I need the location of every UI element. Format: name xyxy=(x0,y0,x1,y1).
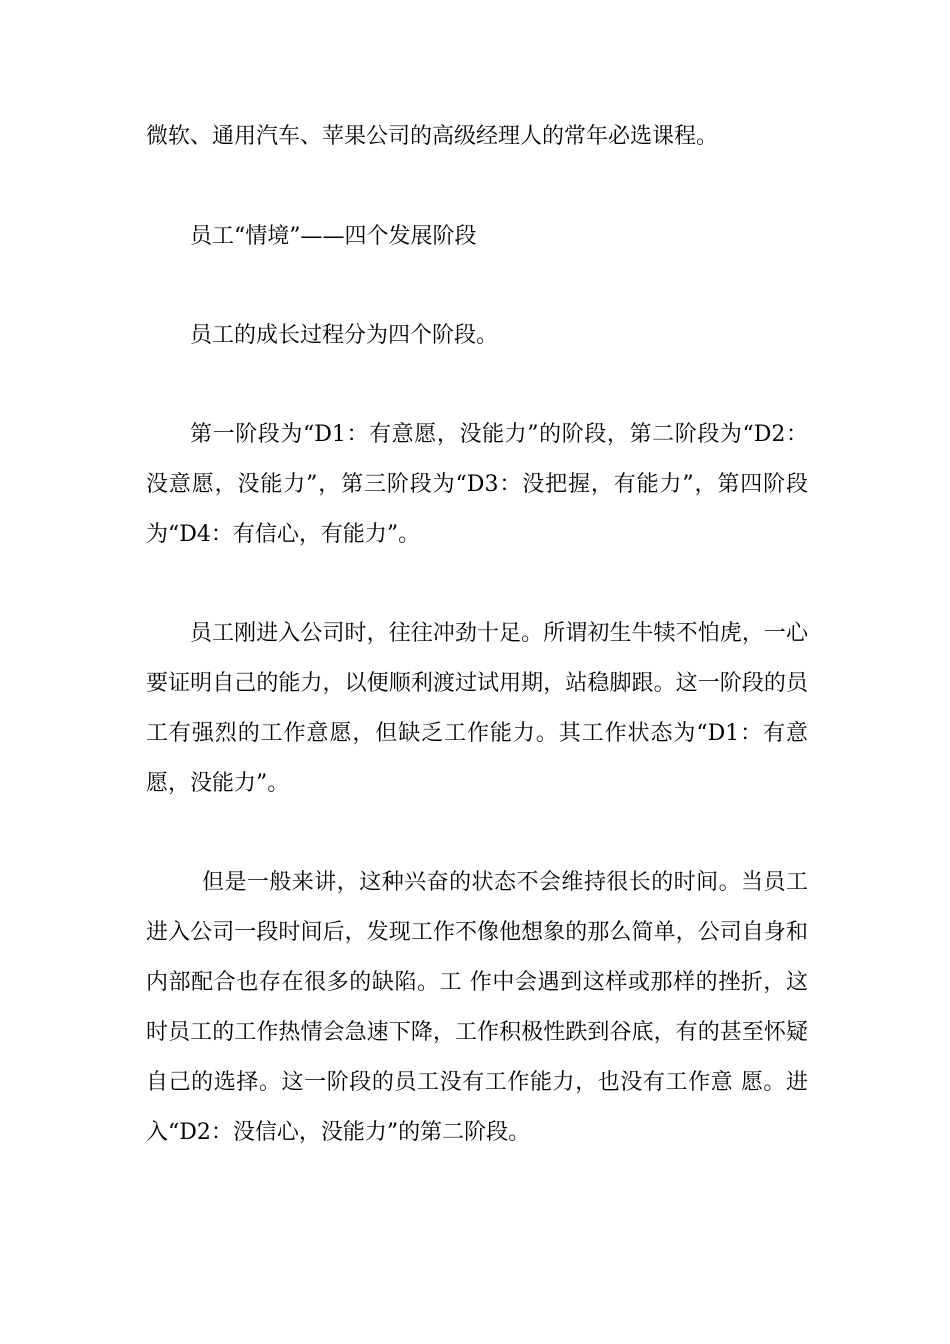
section-heading: 员工“情境”——四个发展阶段 xyxy=(190,224,477,249)
paragraph-four-stages: 员工的成长过程分为四个阶段。 xyxy=(190,323,499,348)
paragraph-course-note: 微软、通用汽车、苹果公司的高级经理人的常年必选课程。 xyxy=(146,124,719,149)
paragraph-d1-stage: 员工刚进入公司时，往往冲劲十足。所谓初生牛犊不怕虎，一心要证明自己的能力，以便顺利渡过试用期，站稳脚跟。这一阶段的员工有强烈的工作意愿，但缺乏工作能力。其工作状态为“D1：有意愿，没能力”。 xyxy=(146,621,808,796)
paragraph-d2-stage: 但是一般来讲，这种兴奋的状态不会维持很长的时间。当员工进入公司一段时间后，发现工作不像他想象的那么简单，公司自身和内部配合也存在很多的缺陷。工 作中会遇到这样或那样的挫折，这时员工的工作热情会急速下降，工作积极性跌到谷底，有的甚至怀疑自己的选择。这一阶段的员工没有工作能力，也没有工作意 愿。进入“D2：没信心，没能力”的第二阶段。 xyxy=(146,870,808,1145)
paragraph-stage-definitions: 第一阶段为“D1：有意愿，没能力”的阶段，第二阶段为“D2：没意愿，没能力”，第三阶段为“D3：没把握，有能力”，第四阶段为“D4：有信心，有能力”。 xyxy=(146,422,808,547)
